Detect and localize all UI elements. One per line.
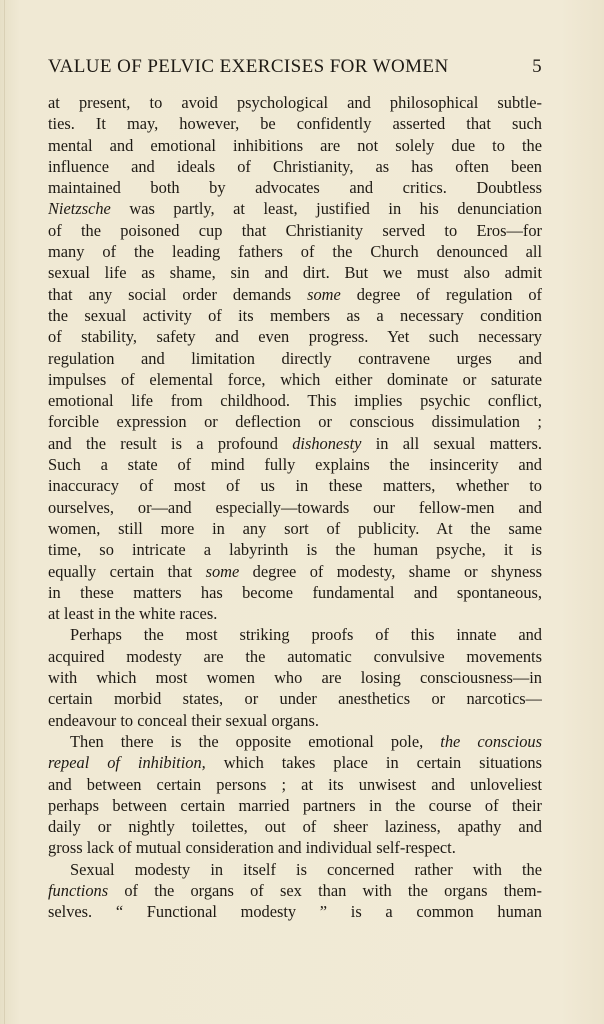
text-line: with which most women who are losing consciousness—in: [48, 668, 542, 688]
text-line: at least in the white races.: [48, 604, 218, 624]
text-line: of stability, safety and even progress. Yet such necessary: [48, 327, 542, 347]
text-line: mental and emotional inhibitions are not solely due to the: [48, 135, 542, 155]
italic-emphasis: some: [205, 561, 240, 581]
text-line: Sexual modesty in itself is concerned rather with the: [70, 859, 542, 879]
text-line: Then there is the opposite emotional pole, the conscious: [70, 731, 542, 751]
text-line: forcible expression or deflection or conscious dissimulation ;: [48, 412, 542, 432]
text-line: impulses of elemental force, which either dominate or saturate: [48, 369, 542, 389]
body-text: [48, 92, 542, 923]
text-line: acquired modesty are the automatic convulsive movements: [48, 646, 542, 666]
text-line: and between certain persons ; at its unwisest and unloveliest: [48, 774, 542, 794]
text-line: regulation and limitation directly contravene urges and: [48, 348, 542, 368]
text-line: ourselves, or—and especially—towards our fellow-men and: [48, 497, 542, 517]
text-line: certain morbid states, or under anesthetics or narcotics—: [48, 689, 542, 709]
text-line: influence and ideals of Christianity, as has often been: [48, 156, 542, 176]
text-line: sexual life as shame, sin and dirt. But we must also admit: [48, 263, 542, 283]
text-line: the sexual activity of its members as a necessary condition: [48, 305, 542, 325]
running-header: [48, 56, 542, 82]
text-line: Perhaps the most striking proofs of this innate and: [70, 625, 542, 645]
text-line: endeavour to conceal their sexual organs.: [48, 710, 319, 730]
text-line: and the result is a profound dishonesty in all sexual matters.: [48, 433, 542, 453]
italic-emphasis: some: [307, 284, 341, 304]
text-line: equally certain that some degree of modesty, shame or shyness: [48, 561, 542, 581]
text-line: at present, to avoid psychological and philosophical subtle-: [48, 93, 542, 112]
running-title: VALUE OF PELVIC EXERCISES FOR WOMEN: [48, 56, 449, 77]
italic-emphasis: dishonesty: [292, 433, 362, 453]
italic-emphasis: functions: [48, 880, 109, 900]
text-line: women, still more in any sort of publicity. At the same: [48, 518, 542, 538]
text-line: time, so intricate a labyrinth is the human psyche, it is: [48, 540, 542, 560]
text-line: selves. “ Functional modesty ” is a common human: [48, 902, 542, 922]
text-line: in these matters has become fundamental and spontaneous,: [48, 582, 542, 602]
text-line: gross lack of mutual consideration and individual self-respect.: [48, 838, 456, 858]
text-line: Such a state of mind fully explains the insincerity and: [48, 455, 542, 475]
text-line: ties. It may, however, be confidently asserted that such: [48, 114, 542, 134]
italic-emphasis: the conscious: [440, 731, 542, 751]
text-line: that any social order demands some degree of regulation of: [48, 284, 542, 304]
text-line: perhaps between certain married partners in the course of their: [48, 795, 542, 815]
text-line: repeal of inhibition, which takes place in certain situations: [48, 753, 542, 773]
text-line: maintained both by advocates and critics. Doubtless: [48, 178, 542, 198]
italic-emphasis: repeal of inhibition,: [48, 753, 206, 773]
text-line: inaccuracy of most of us in these matters, whether to: [48, 476, 542, 496]
text-line: many of the leading fathers of the Church denounced all: [48, 242, 542, 262]
text-line: of the poisoned cup that Christianity served to Eros—for: [48, 220, 542, 240]
page-number: 5: [532, 56, 542, 77]
text-line: functions of the organs of sex than with the organs them-: [48, 880, 542, 900]
page-gutter-edge: [4, 0, 5, 1024]
text-line: emotional life from childhood. This implies psychic conflict,: [48, 391, 542, 411]
text-line: daily or nightly toilettes, out of sheer laziness, apathy and: [48, 817, 542, 837]
text-line: Nietzsche was partly, at least, justified in his denunciation: [48, 199, 542, 219]
italic-name: Nietzsche: [48, 199, 111, 219]
